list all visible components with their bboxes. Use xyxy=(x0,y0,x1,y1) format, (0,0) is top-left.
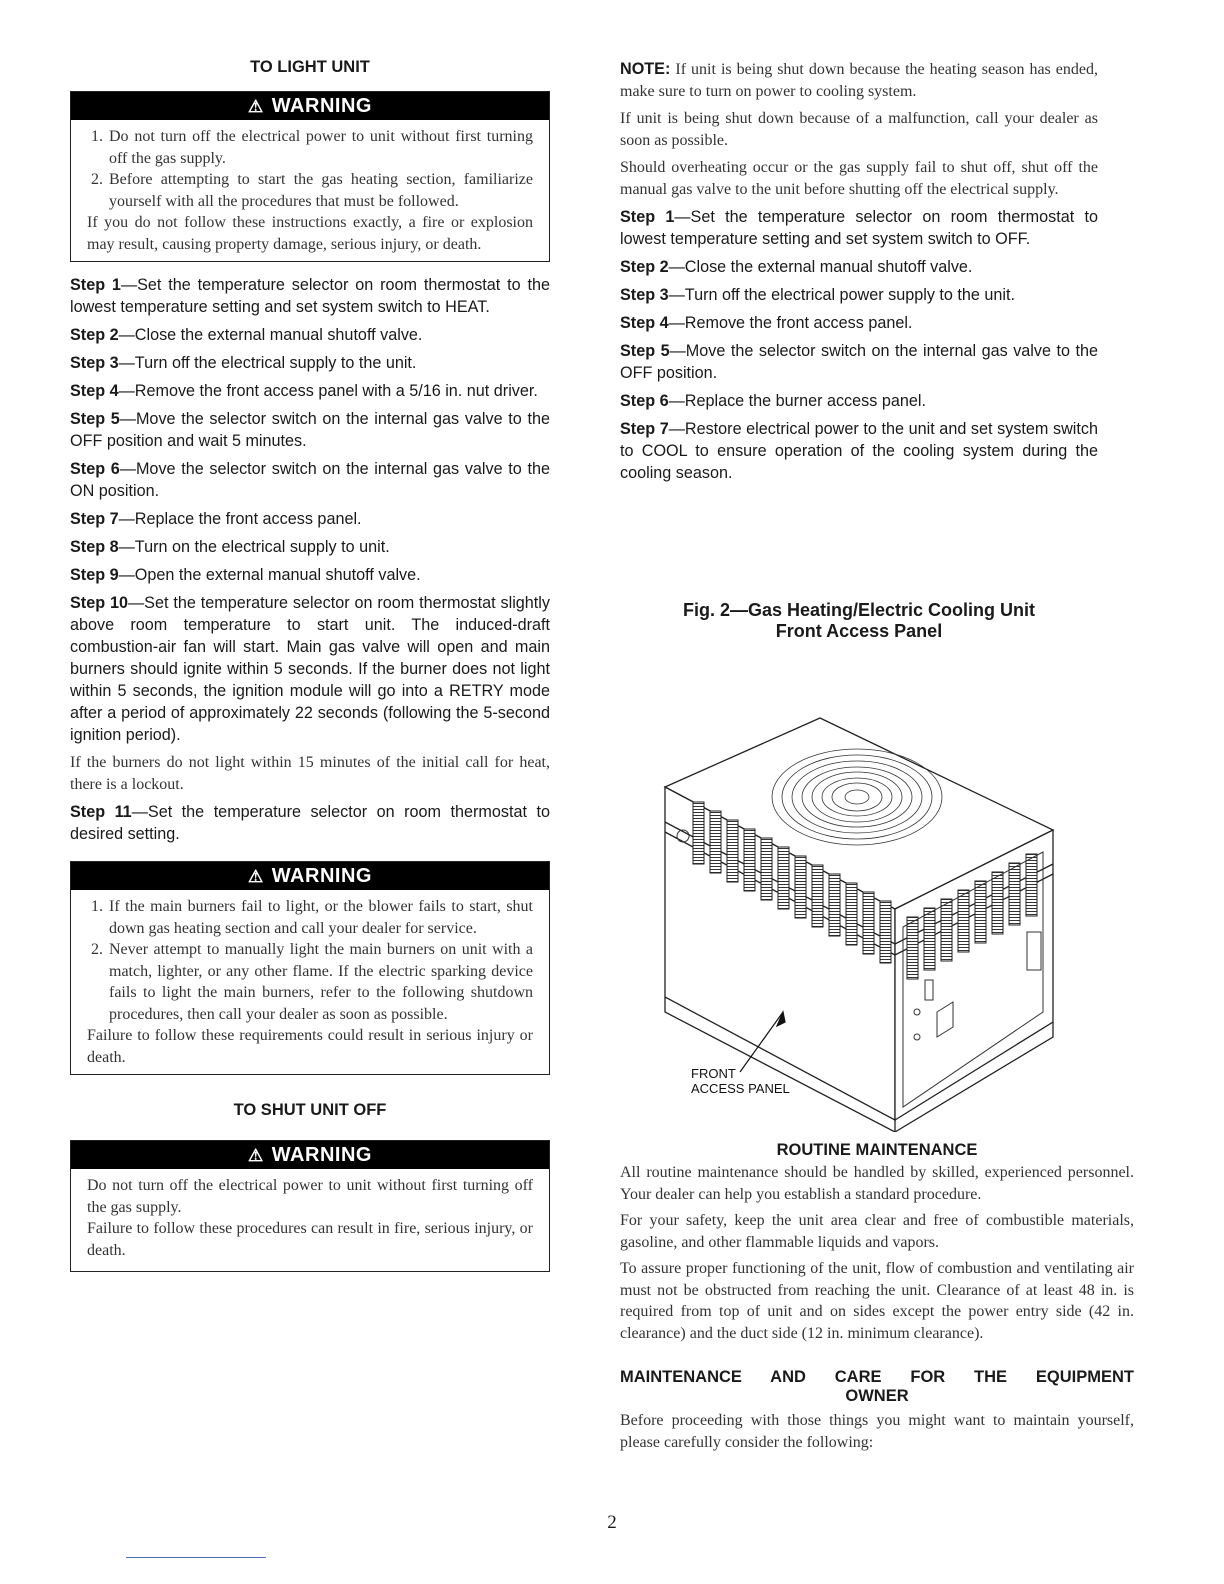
step-item: Step 3—Turn off the electrical supply to the unit. xyxy=(70,354,417,372)
step-item: Step 1—Set the temperature selector on room thermostat to lowest temperature setting and set system switch to OFF. xyxy=(620,208,1098,248)
step-item: Step 6—Move the selector switch on the internal gas valve to the ON position. xyxy=(70,460,550,500)
louver xyxy=(975,881,986,943)
louver xyxy=(727,820,738,882)
malfunction-paragraph: If unit is being shut down because of a malfunction, call your dealer as soon as possible. xyxy=(620,110,1098,149)
warning-triangle-icon: ⚠ xyxy=(248,1146,264,1165)
routine-paragraph: To assure proper functioning of the unit, flow of combustion and ventilating air must not be obstructed from reaching the unit. Clearance of at least 48 in. is required from top of unit and on sides except the power entry side (42 in. clearance) and the duct side (12 in. minimum clearance). xyxy=(620,1260,1134,1342)
step-item: Step 11—Set the temperature selector on room thermostat to desired setting. xyxy=(70,803,551,843)
step-item: Step 4—Remove the front access panel with a 5/16 in. nut driver. xyxy=(70,382,538,400)
routine-maintenance-section xyxy=(620,1141,1134,1453)
step-item: Step 2—Close the external manual shutoff valve. xyxy=(620,258,973,276)
warning-triangle-icon: ⚠ xyxy=(248,867,264,886)
louver xyxy=(693,802,704,864)
louver xyxy=(761,838,772,900)
warning-line: Do not turn off the electrical power to unit without first turning off the gas supply. xyxy=(87,1177,533,1216)
maintenance-paragraph: Before proceeding with those things you might want to maintain yourself, please carefully consider the following: xyxy=(620,1412,1134,1451)
louver xyxy=(907,917,918,979)
page-number: 2 xyxy=(607,1512,617,1533)
louver xyxy=(846,883,857,945)
right-column xyxy=(620,0,1098,490)
maintenance-owner-heading: MAINTENANCE AND CARE FOR THE EQUIPMENT OWNER xyxy=(620,1368,1134,1405)
warning-header: ⚠ WARNING xyxy=(71,1141,549,1169)
step-item: Step 1—Set the temperature selector on room thermostat to the lowest temperature setting and set system switch to HEAT. xyxy=(70,276,550,316)
step-item: Step 3—Turn off the electrical power supply to the unit. xyxy=(620,286,1016,304)
step-item: Step 7—Restore electrical power to the unit and set system switch to COOL to ensure operation of the cooling system during the cooling season. xyxy=(620,420,1098,482)
louver xyxy=(958,890,969,952)
step-item: Step 5—Move the selector switch on the internal gas valve to the OFF position. xyxy=(620,342,1098,382)
louver xyxy=(941,899,952,961)
lockout-note: If the burners do not light within 15 minutes of the initial call for heat, there is a lockout. xyxy=(70,754,550,793)
warning-body xyxy=(71,120,549,261)
routine-paragraph: For your safety, keep the unit area clear and free of combustible materials, gasoline, and other flammable liquids and vapors. xyxy=(620,1212,1134,1251)
warning-tail: Failure to follow these requirements could result in serious injury or death. xyxy=(87,1027,533,1066)
louver xyxy=(744,829,755,891)
warning-box-2 xyxy=(70,861,550,1075)
warning-item: 1. Do not turn off the electrical power to unit without first turning off the gas supply. xyxy=(107,126,533,169)
warning-item: 2. Before attempting to start the gas heating section, familiarize yourself with all the procedures that must be followed. xyxy=(107,169,533,212)
unit-illustration xyxy=(655,712,1065,1132)
to-light-unit-heading: TO LIGHT UNIT xyxy=(250,58,370,76)
front-access-label: ACCESS PANEL xyxy=(691,1081,790,1096)
warning-header: ⚠ WARNING xyxy=(71,92,549,120)
louver xyxy=(812,865,823,927)
left-column xyxy=(70,0,550,1272)
routine-maintenance-heading: ROUTINE MAINTENANCE xyxy=(776,1141,978,1159)
front-access-label: FRONT xyxy=(691,1066,736,1081)
louver xyxy=(863,892,874,954)
warning-box-1 xyxy=(70,91,550,262)
step-item: Step 9—Open the external manual shutoff valve. xyxy=(70,566,421,584)
light-steps xyxy=(70,274,550,746)
shut-steps xyxy=(620,206,1098,484)
louver xyxy=(795,856,806,918)
louver xyxy=(924,908,935,970)
louver xyxy=(1026,854,1037,916)
shut-unit-off-heading: TO SHUT UNIT OFF xyxy=(233,1101,387,1119)
warning-tail: If you do not follow these instructions exactly, a fire or explosion may result, causing property damage, serious injury, or death. xyxy=(87,214,533,253)
step-item: Step 6—Replace the burner access panel. xyxy=(620,392,926,410)
louver xyxy=(880,901,891,963)
step-item: Step 4—Remove the front access panel. xyxy=(620,314,913,332)
figure-title: Fig. 2—Gas Heating/Electric Cooling Unit Front Access Panel xyxy=(682,600,1036,641)
warning-body xyxy=(71,1169,549,1271)
louver xyxy=(829,874,840,936)
routine-paragraph: All routine maintenance should be handled by skilled, experienced personnel. Your dealer can help you establish a standard procedure. xyxy=(620,1164,1134,1203)
warning-item: 1. If the main burners fail to light, or the blower fails to start, shut down gas heating section and call your dealer for service. xyxy=(107,896,533,939)
warning-item: 2. Never attempt to manually light the main burners on unit with a match, lighter, or any other flame. If the electric sparking device fails to light the main burners, refer to the following shutdown procedures, then call your dealer as soon as possible. xyxy=(107,939,533,1025)
louver xyxy=(710,811,721,873)
warning-body xyxy=(71,890,549,1074)
warning-line: Failure to follow these procedures can result in fire, serious injury, or death. xyxy=(87,1220,533,1259)
warning-header: ⚠ WARNING xyxy=(71,862,549,890)
step-item: Step 8—Turn on the electrical supply to unit. xyxy=(70,538,390,556)
step-item: Step 5—Move the selector switch on the internal gas valve to the OFF position and wait 5 minutes. xyxy=(70,410,550,450)
step-item: Step 2—Close the external manual shutoff valve. xyxy=(70,326,423,344)
louver xyxy=(1009,863,1020,925)
louver xyxy=(778,847,789,909)
step-item: Step 7—Replace the front access panel. xyxy=(70,510,362,528)
louver xyxy=(992,872,1003,934)
footer-rule xyxy=(126,1557,266,1558)
overheating-paragraph: Should overheating occur or the gas supply fail to shut off, shut off the manual gas valve to the unit before shutting off the electrical supply. xyxy=(620,159,1098,198)
warning-box-3 xyxy=(70,1140,550,1272)
note-paragraph: NOTE: If unit is being shut down because the heating season has ended, make sure to turn on power to cooling system. xyxy=(620,60,1098,100)
warning-triangle-icon: ⚠ xyxy=(248,97,264,116)
step-item: Step 10—Set the temperature selector on room thermostat slightly above room temperature to start unit. The induced-draft combustion-air fan will start. Main gas valve will open and main burners should ignite within 5 seconds. If the burner does not light within 5 seconds, the ignition module will go into a RETRY mode after a period of approximately 22 seconds (following the 5-second ignition period). xyxy=(70,594,550,744)
